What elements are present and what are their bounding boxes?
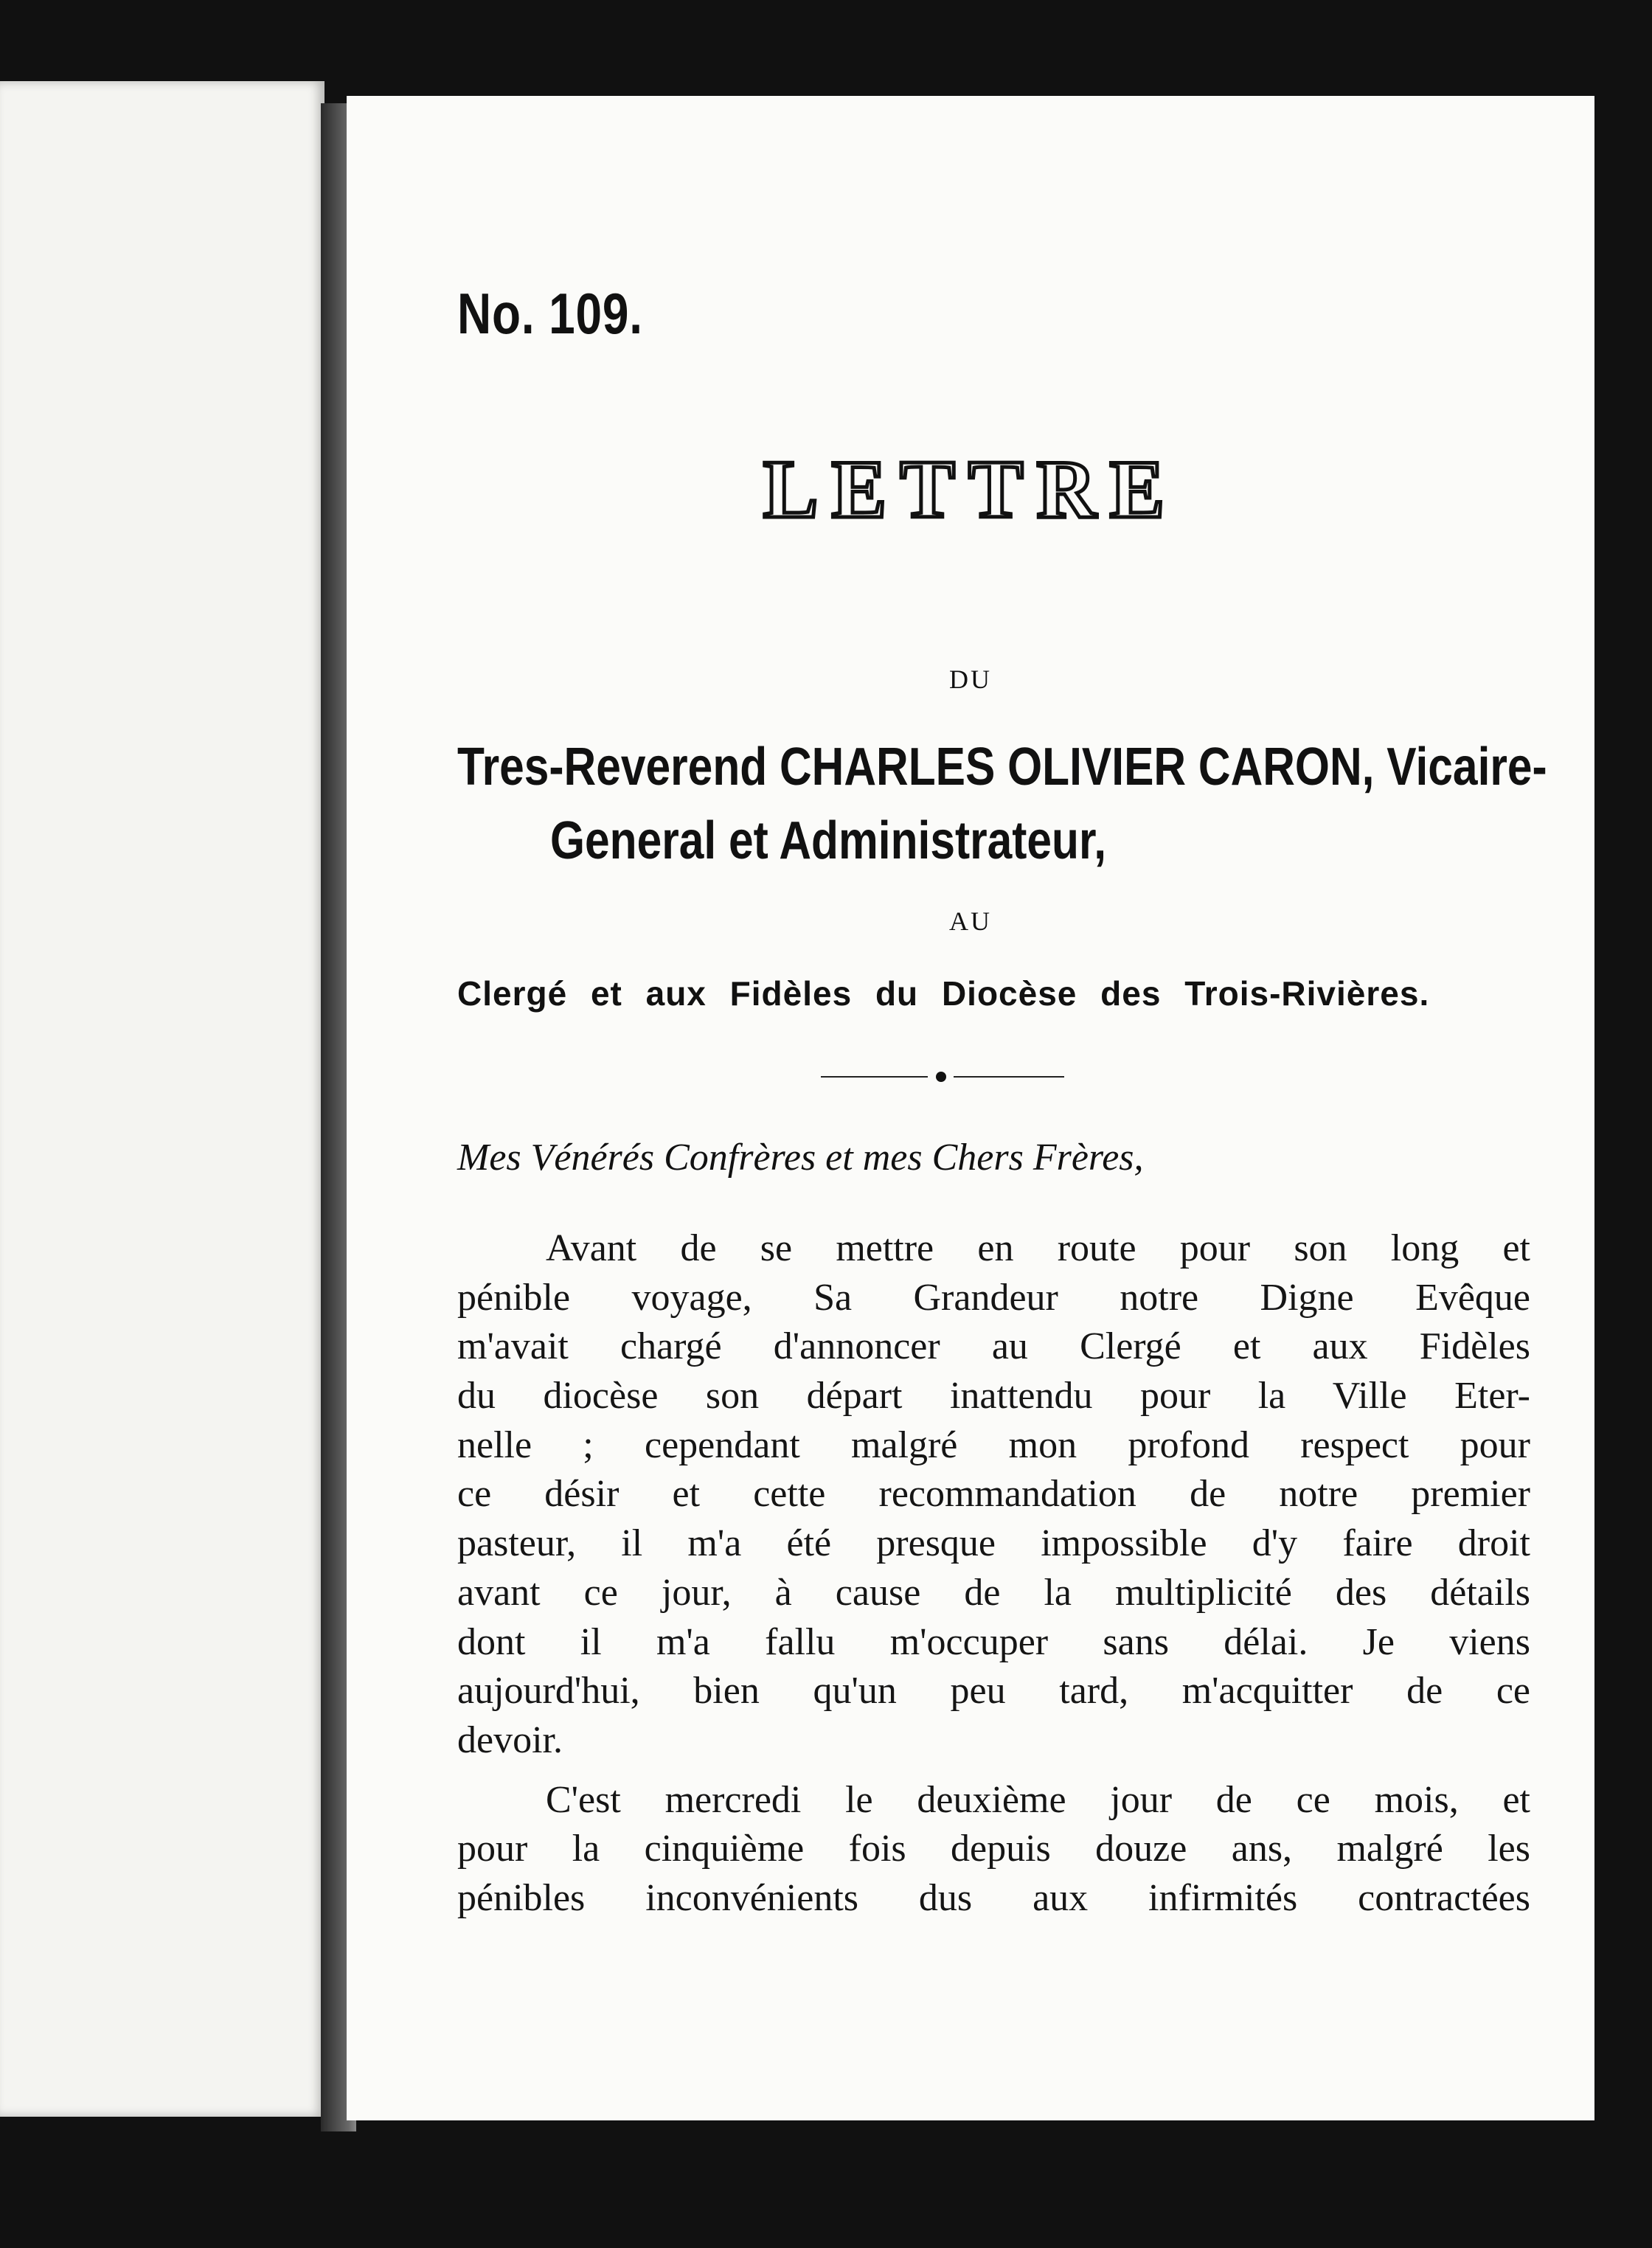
paragraph-gap bbox=[457, 1766, 1530, 1776]
paragraph-1-line: aujourd'hui, bien qu'un peu tard, m'acquitter de ce bbox=[457, 1670, 1530, 1713]
au-connector: AU bbox=[949, 906, 992, 936]
paragraph-1-line: pasteur, il m'a été presque impossible d'y faire droit bbox=[457, 1522, 1530, 1565]
paragraph-1-line: devoir. bbox=[457, 1718, 563, 1761]
paragraph-1-line: ce désir et cette recommandation de notre premier bbox=[457, 1473, 1530, 1516]
letter-body bbox=[457, 1224, 1530, 1923]
paragraph-1-line: pénible voyage, Sa Grandeur notre Digne Evêque bbox=[457, 1276, 1530, 1319]
addressees-line: Clergé et aux Fidèles du Diocèse des Trois-Rivières. bbox=[457, 974, 1430, 1013]
paragraph-1-line: Avant de se mettre en route pour son long et bbox=[546, 1227, 1530, 1269]
separator-dot bbox=[936, 1072, 946, 1082]
document-title: LETTRE bbox=[763, 444, 1179, 535]
paragraph-1-line: m'avait chargé d'annoncer au Clergé et aux Fidèles bbox=[457, 1325, 1530, 1368]
du-connector: DU bbox=[949, 665, 992, 694]
paragraph-1-line: avant ce jour, à cause de la multiplicité des détails bbox=[457, 1571, 1530, 1614]
document-number: No. 109. bbox=[457, 281, 643, 346]
paragraph-1-line: nelle ; cependant malgré mon profond respect pour bbox=[457, 1423, 1530, 1466]
paragraph-2-line: C'est mercredi le deuxième jour de ce mois, et bbox=[546, 1778, 1530, 1821]
author-block bbox=[457, 730, 1547, 878]
paragraph-1-line: dont il m'a fallu m'occuper sans délai. Je viens bbox=[457, 1620, 1530, 1663]
separator-rule-right bbox=[954, 1076, 1064, 1078]
separator-rule-left bbox=[821, 1076, 928, 1078]
facing-page bbox=[0, 81, 324, 2117]
author-line-1: Tres-Reverend CHARLES OLIVIER CARON, Vicaire- bbox=[457, 738, 1547, 797]
salutation: Mes Vénérés Confrères et mes Chers Frères, bbox=[457, 1137, 1144, 1179]
ornamental-separator bbox=[821, 1069, 1064, 1084]
author-line-2: General et Administrateur, bbox=[550, 811, 1106, 870]
paragraph-2-line: pour la cinquième fois depuis douze ans, malgré les bbox=[457, 1828, 1530, 1870]
paragraph-1-line: du diocèse son départ inattendu pour la Ville Eter- bbox=[457, 1375, 1530, 1418]
paragraph-2-line: pénibles inconvénients dus aux infirmités contractées bbox=[457, 1876, 1530, 1919]
document-page bbox=[347, 96, 1594, 2120]
